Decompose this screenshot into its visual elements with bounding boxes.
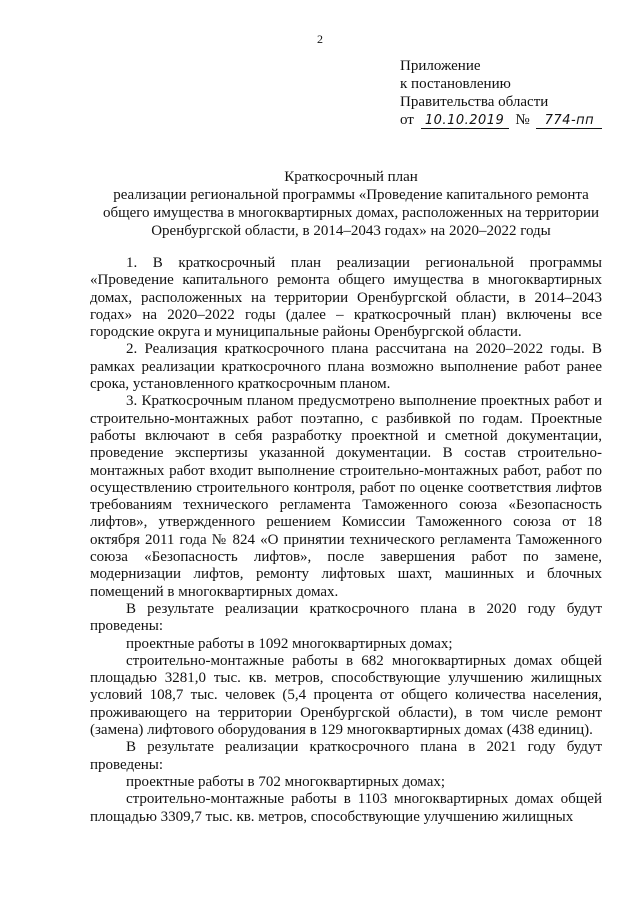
paragraph-2021-construction: строительно-монтажные работы в 1103 многоквартирных домах общей площадью 3309,7 тыс. кв. метров, способствующие улучшению жилищных (90, 791, 602, 825)
from-label: от (400, 112, 414, 128)
document-title (96, 168, 606, 240)
paragraph-2020-construction: строительно-монтажные работы в 682 многоквартирных домах общей площадью 3281,0 тыс. кв. метров, способствующие улучшению жилищных условий 108,7 тыс. человек (5,4 процента от общего количества населения, проживающего на территории Оренбургской области), в том числе ремонт (замена) лифтового оборудования в 129 многоквартирных домах (438 единиц). (90, 652, 602, 739)
paragraph-2: 2. Реализация краткосрочного плана рассчитана на 2020–2022 годы. В рамках реализации краткосрочного плана возможно выполнение работ ранее срока, установленного краткосрочным планом. (90, 341, 602, 393)
number-label: № (515, 112, 530, 128)
appendix-header (400, 57, 610, 129)
document-body (90, 255, 602, 826)
handwritten-number: 774-пп (536, 114, 602, 129)
title-line-2: реализации региональной программы «Проведение капитального ремонта общего имущества в многоквартирных домах, расположенных на территории Оренбургской области, в 2014–2043 годах» на 2020–2022 годы (102, 187, 600, 239)
paragraph-1: 1. В краткосрочный план реализации региональной программы «Проведение капитального ремонта общего имущества в многоквартирных домах, расположенных на территории Оренбургской области, в 2014–2043 годах» на 2020–2022 годы (далее – краткосрочный план) включены все городские округа и муниципальные районы Оренбургской области. (90, 255, 602, 341)
appendix-line-2: к постановлению (400, 76, 511, 92)
paragraph-3: 3. Краткосрочным планом предусмотрено выполнение проектных работ и строительно-монтажных работ поэтапно, с разбивкой по годам. Проектные работы включают в себя разработку проектной и сметной документации, проведение экспертизы указанной документации. В состав строительно-монтажных работ входит выполнение строительно-монтажных работ, работ по осуществлению строительного контроля, работ по оценке соответствия лифтов требованиям технического регламента Таможенного союза «Безопасность лифтов», утвержденного решением Комиссии Таможенного союза от 18 октября 2011 года № 824 «О принятии технического регламента Таможенного союза «Безопасность лифтов», после завершения работ по замене, модернизации лифтов, ремонту лифтовых шахт, машинных и блочных помещений в многоквартирных домах. (90, 393, 602, 600)
handwritten-date: 10.10.2019 (421, 114, 509, 129)
paragraph-2020-intro: В результате реализации краткосрочного плана в 2020 году будут проведены: (90, 600, 602, 635)
appendix-line-3: Правительства области (400, 94, 549, 110)
appendix-line-1: Приложение (400, 58, 481, 74)
appendix-date-line (400, 111, 610, 129)
paragraph-2021-intro: В результате реализации краткосрочного плана в 2021 году будут проведены: (90, 739, 602, 773)
title-line-1: Краткосрочный план (284, 169, 418, 185)
paragraph-2021-design: проектные работы в 702 многоквартирных домах; (126, 773, 446, 790)
page-number: 2 (317, 32, 323, 46)
paragraph-2020-design: проектные работы в 1092 многоквартирных домах; (126, 635, 453, 652)
